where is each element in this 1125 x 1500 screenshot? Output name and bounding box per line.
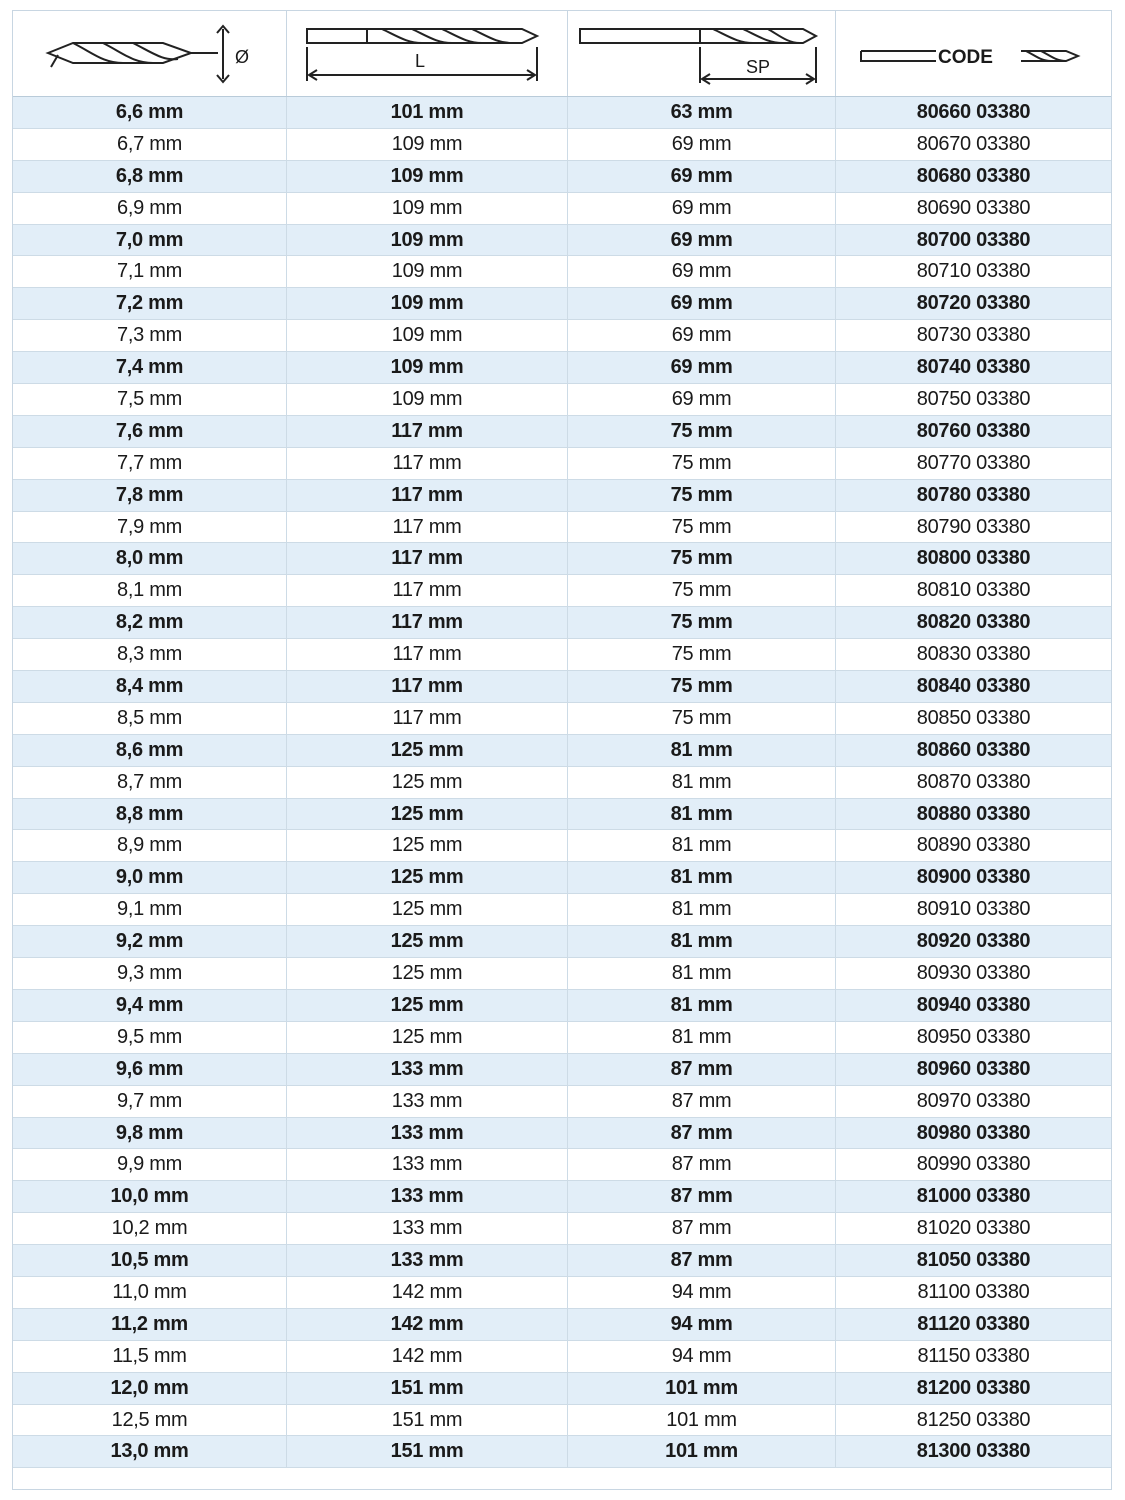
sp-cell: 81 mm bbox=[568, 1022, 836, 1053]
drill-sp-icon bbox=[568, 11, 836, 96]
table-row bbox=[13, 894, 1111, 926]
table-row bbox=[13, 671, 1111, 703]
diameter-cell: 9,0 mm bbox=[13, 862, 287, 893]
diameter-cell: 7,1 mm bbox=[13, 256, 287, 287]
diameter-cell: 6,7 mm bbox=[13, 129, 287, 160]
header-length bbox=[287, 11, 568, 96]
table-row bbox=[13, 862, 1111, 894]
code-cell: 81000 03380 bbox=[916, 1185, 1031, 1208]
sp-cell: 94 mm bbox=[568, 1309, 836, 1340]
code-cell: 80880 03380 bbox=[916, 802, 1031, 825]
table-row bbox=[13, 1277, 1111, 1309]
diameter-cell: 9,2 mm bbox=[13, 926, 287, 957]
diameter-cell: 8,1 mm bbox=[13, 575, 287, 606]
diameter-cell: 11,0 mm bbox=[13, 1277, 287, 1308]
diameter-cell: 10,2 mm bbox=[13, 1213, 287, 1244]
code-cell: 80800 03380 bbox=[916, 547, 1031, 570]
diameter-cell: 7,4 mm bbox=[13, 352, 287, 383]
drill-size-table bbox=[12, 10, 1112, 1490]
code-cell: 81150 03380 bbox=[917, 1344, 1030, 1367]
diameter-cell: 10,5 mm bbox=[13, 1245, 287, 1276]
length-cell: 109 mm bbox=[287, 129, 568, 160]
code-cell: 80860 03380 bbox=[916, 738, 1031, 761]
sp-cell: 87 mm bbox=[568, 1086, 836, 1117]
diameter-cell: 9,8 mm bbox=[13, 1118, 287, 1149]
sp-cell: 69 mm bbox=[568, 225, 836, 256]
diameter-cell: 9,9 mm bbox=[13, 1149, 287, 1180]
table-row bbox=[13, 830, 1111, 862]
code-cell: 80790 03380 bbox=[916, 515, 1031, 538]
length-cell: 109 mm bbox=[287, 320, 568, 351]
code-cell: 80950 03380 bbox=[916, 1025, 1031, 1048]
length-cell: 151 mm bbox=[287, 1373, 568, 1404]
table-row bbox=[13, 129, 1111, 161]
code-cell: 80660 03380 bbox=[916, 101, 1031, 123]
code-cell: 81050 03380 bbox=[916, 1249, 1031, 1272]
sp-cell: 81 mm bbox=[568, 830, 836, 861]
length-cell: 133 mm bbox=[287, 1086, 568, 1117]
table-row bbox=[13, 1022, 1111, 1054]
code-cell: 80970 03380 bbox=[916, 1089, 1031, 1112]
length-cell: 151 mm bbox=[287, 1405, 568, 1436]
code-cell: 80890 03380 bbox=[916, 834, 1031, 857]
code-cell: 80850 03380 bbox=[916, 706, 1031, 729]
length-cell: 125 mm bbox=[287, 990, 568, 1021]
length-cell: 151 mm bbox=[287, 1436, 568, 1467]
sp-cell: 69 mm bbox=[568, 320, 836, 351]
sp-cell: 81 mm bbox=[568, 894, 836, 925]
table-row bbox=[13, 97, 1111, 129]
code-cell: 80770 03380 bbox=[916, 451, 1031, 474]
code-cell: 80940 03380 bbox=[916, 993, 1031, 1016]
diameter-cell: 8,5 mm bbox=[13, 703, 287, 734]
diameter-cell: 7,7 mm bbox=[13, 448, 287, 479]
code-cell: 80720 03380 bbox=[916, 292, 1031, 315]
diameter-cell: 13,0 mm bbox=[13, 1436, 287, 1467]
code-cell: 80680 03380 bbox=[916, 164, 1031, 187]
diameter-cell: 6,6 mm bbox=[13, 97, 287, 128]
length-cell: 109 mm bbox=[287, 256, 568, 287]
length-cell: 142 mm bbox=[287, 1277, 568, 1308]
length-cell: 133 mm bbox=[287, 1245, 568, 1276]
code-cell: 80750 03380 bbox=[916, 388, 1031, 411]
sp-cell: 69 mm bbox=[568, 384, 836, 415]
code-cell: 80990 03380 bbox=[916, 1153, 1031, 1176]
table-row bbox=[13, 958, 1111, 990]
table-row bbox=[13, 799, 1111, 831]
code-cell: 80960 03380 bbox=[916, 1057, 1031, 1080]
table-row bbox=[13, 990, 1111, 1022]
table-header bbox=[13, 11, 1111, 97]
sp-cell: 87 mm bbox=[568, 1149, 836, 1180]
code-cell: 80700 03380 bbox=[916, 228, 1031, 251]
length-cell: 125 mm bbox=[287, 735, 568, 766]
sp-cell: 81 mm bbox=[568, 735, 836, 766]
table-row bbox=[13, 1309, 1111, 1341]
sp-cell: 75 mm bbox=[568, 480, 836, 511]
sp-cell: 87 mm bbox=[568, 1054, 836, 1085]
sp-cell: 63 mm bbox=[568, 97, 836, 128]
code-label: CODE bbox=[938, 47, 993, 68]
diameter-cell: 7,5 mm bbox=[13, 384, 287, 415]
sp-cell: 94 mm bbox=[568, 1277, 836, 1308]
table-body bbox=[13, 97, 1111, 1468]
length-cell: 109 mm bbox=[287, 193, 568, 224]
sp-cell: 69 mm bbox=[568, 161, 836, 192]
sp-cell: 69 mm bbox=[568, 129, 836, 160]
diameter-cell: 9,6 mm bbox=[13, 1054, 287, 1085]
code-cell: 80780 03380 bbox=[916, 483, 1031, 506]
code-cell: 80930 03380 bbox=[916, 962, 1031, 985]
diameter-cell: 7,8 mm bbox=[13, 480, 287, 511]
sp-cell: 87 mm bbox=[568, 1118, 836, 1149]
sp-cell: 81 mm bbox=[568, 958, 836, 989]
diameter-cell: 8,4 mm bbox=[13, 671, 287, 702]
diameter-cell: 11,2 mm bbox=[13, 1309, 287, 1340]
table-row bbox=[13, 926, 1111, 958]
length-cell: 117 mm bbox=[287, 512, 568, 543]
length-cell: 117 mm bbox=[287, 480, 568, 511]
length-cell: 125 mm bbox=[287, 926, 568, 957]
diameter-cell: 6,8 mm bbox=[13, 161, 287, 192]
table-row bbox=[13, 161, 1111, 193]
length-cell: 133 mm bbox=[287, 1118, 568, 1149]
sp-cell: 75 mm bbox=[568, 416, 836, 447]
length-cell: 117 mm bbox=[287, 448, 568, 479]
length-cell: 117 mm bbox=[287, 639, 568, 670]
length-cell: 109 mm bbox=[287, 288, 568, 319]
sp-cell: 87 mm bbox=[568, 1245, 836, 1276]
code-cell: 80870 03380 bbox=[916, 770, 1031, 793]
code-cell: 80690 03380 bbox=[916, 196, 1031, 219]
diameter-cell: 8,3 mm bbox=[13, 639, 287, 670]
length-cell: 101 mm bbox=[287, 97, 568, 128]
code-cell: 80740 03380 bbox=[916, 356, 1031, 379]
table-row bbox=[13, 384, 1111, 416]
length-cell: 133 mm bbox=[287, 1213, 568, 1244]
diameter-cell: 11,5 mm bbox=[13, 1341, 287, 1372]
header-diameter bbox=[13, 11, 287, 96]
code-cell: 80920 03380 bbox=[916, 930, 1031, 953]
length-cell: 142 mm bbox=[287, 1309, 568, 1340]
table-row bbox=[13, 1405, 1111, 1437]
diameter-cell: 8,8 mm bbox=[13, 799, 287, 830]
length-cell: 125 mm bbox=[287, 830, 568, 861]
table-row bbox=[13, 352, 1111, 384]
drill-code-icon bbox=[836, 11, 1111, 96]
code-cell: 81200 03380 bbox=[916, 1376, 1031, 1399]
length-cell: 117 mm bbox=[287, 671, 568, 702]
length-cell: 109 mm bbox=[287, 225, 568, 256]
code-cell: 80810 03380 bbox=[916, 579, 1031, 602]
length-cell: 125 mm bbox=[287, 799, 568, 830]
table-row bbox=[13, 639, 1111, 671]
sp-cell: 94 mm bbox=[568, 1341, 836, 1372]
code-cell: 80900 03380 bbox=[916, 866, 1031, 889]
sp-cell: 87 mm bbox=[568, 1213, 836, 1244]
sp-cell: 101 mm bbox=[568, 1405, 836, 1436]
sp-cell: 69 mm bbox=[568, 256, 836, 287]
sp-cell: 75 mm bbox=[568, 512, 836, 543]
sp-cell: 81 mm bbox=[568, 767, 836, 798]
diameter-cell: 9,7 mm bbox=[13, 1086, 287, 1117]
code-cell: 81250 03380 bbox=[916, 1408, 1031, 1431]
length-cell: 125 mm bbox=[287, 894, 568, 925]
length-cell: 125 mm bbox=[287, 862, 568, 893]
sp-cell: 75 mm bbox=[568, 543, 836, 574]
drill-diameter-icon bbox=[13, 11, 287, 96]
sp-cell: 87 mm bbox=[568, 1181, 836, 1212]
diameter-cell: 9,5 mm bbox=[13, 1022, 287, 1053]
table-row bbox=[13, 1213, 1111, 1245]
sp-cell: 101 mm bbox=[568, 1436, 836, 1467]
diameter-cell: 8,6 mm bbox=[13, 735, 287, 766]
length-cell: 125 mm bbox=[287, 958, 568, 989]
length-cell: 109 mm bbox=[287, 384, 568, 415]
sp-cell: 81 mm bbox=[568, 990, 836, 1021]
code-cell: 80910 03380 bbox=[916, 898, 1031, 921]
diameter-cell: 8,9 mm bbox=[13, 830, 287, 861]
code-cell: 80670 03380 bbox=[916, 132, 1031, 155]
length-cell: 109 mm bbox=[287, 161, 568, 192]
length-cell: 142 mm bbox=[287, 1341, 568, 1372]
code-cell: 81100 03380 bbox=[917, 1280, 1030, 1303]
sp-cell: 101 mm bbox=[568, 1373, 836, 1404]
table-row bbox=[13, 1118, 1111, 1150]
code-cell: 80840 03380 bbox=[916, 675, 1031, 698]
drill-length-icon bbox=[287, 11, 568, 96]
header-code bbox=[836, 11, 1111, 96]
table-row bbox=[13, 256, 1111, 288]
diameter-cell: 8,2 mm bbox=[13, 607, 287, 638]
table-row bbox=[13, 1086, 1111, 1118]
diameter-cell: 12,5 mm bbox=[13, 1405, 287, 1436]
length-cell: 109 mm bbox=[287, 352, 568, 383]
diameter-cell: 10,0 mm bbox=[13, 1181, 287, 1212]
table-row bbox=[13, 607, 1111, 639]
diameter-cell: 8,0 mm bbox=[13, 543, 287, 574]
code-cell: 81020 03380 bbox=[916, 1217, 1031, 1240]
diameter-symbol: Ø bbox=[235, 47, 250, 67]
length-cell: 117 mm bbox=[287, 703, 568, 734]
code-cell: 80760 03380 bbox=[916, 419, 1031, 442]
length-cell: 125 mm bbox=[287, 767, 568, 798]
code-cell: 80730 03380 bbox=[916, 324, 1031, 347]
diameter-cell: 7,0 mm bbox=[13, 225, 287, 256]
table-row bbox=[13, 1181, 1111, 1213]
table-row bbox=[13, 225, 1111, 257]
length-label: L bbox=[415, 51, 426, 71]
sp-cell: 75 mm bbox=[568, 607, 836, 638]
length-cell: 133 mm bbox=[287, 1181, 568, 1212]
sp-cell: 75 mm bbox=[568, 448, 836, 479]
sp-cell: 81 mm bbox=[568, 799, 836, 830]
table-row bbox=[13, 1341, 1111, 1373]
sp-cell: 75 mm bbox=[568, 575, 836, 606]
diameter-cell: 7,6 mm bbox=[13, 416, 287, 447]
diameter-cell: 9,3 mm bbox=[13, 958, 287, 989]
diameter-cell: 9,4 mm bbox=[13, 990, 287, 1021]
table-row bbox=[13, 1373, 1111, 1405]
code-cell: 80980 03380 bbox=[916, 1121, 1031, 1144]
sp-cell: 75 mm bbox=[568, 671, 836, 702]
sp-cell: 75 mm bbox=[568, 703, 836, 734]
diameter-cell: 7,9 mm bbox=[13, 512, 287, 543]
sp-cell: 81 mm bbox=[568, 862, 836, 893]
table-row bbox=[13, 543, 1111, 575]
code-cell: 80830 03380 bbox=[916, 643, 1031, 666]
table-row bbox=[13, 193, 1111, 225]
code-cell: 80710 03380 bbox=[916, 260, 1031, 283]
table-row bbox=[13, 1054, 1111, 1086]
length-cell: 117 mm bbox=[287, 416, 568, 447]
diameter-cell: 7,3 mm bbox=[13, 320, 287, 351]
code-cell: 81120 03380 bbox=[917, 1312, 1030, 1335]
code-cell: 81300 03380 bbox=[916, 1440, 1031, 1463]
length-cell: 133 mm bbox=[287, 1149, 568, 1180]
table-row bbox=[13, 320, 1111, 352]
sp-label: SP bbox=[746, 57, 771, 77]
table-row bbox=[13, 512, 1111, 544]
table-row bbox=[13, 767, 1111, 799]
table-row bbox=[13, 1436, 1111, 1468]
length-cell: 125 mm bbox=[287, 1022, 568, 1053]
table-row bbox=[13, 1245, 1111, 1277]
table-row bbox=[13, 703, 1111, 735]
table-row bbox=[13, 416, 1111, 448]
sp-cell: 75 mm bbox=[568, 639, 836, 670]
table-row bbox=[13, 448, 1111, 480]
sp-cell: 69 mm bbox=[568, 288, 836, 319]
sp-cell: 69 mm bbox=[568, 352, 836, 383]
header-sp bbox=[568, 11, 836, 96]
code-cell: 80820 03380 bbox=[916, 611, 1031, 634]
length-cell: 117 mm bbox=[287, 607, 568, 638]
length-cell: 117 mm bbox=[287, 543, 568, 574]
sp-cell: 81 mm bbox=[568, 926, 836, 957]
table-row bbox=[13, 288, 1111, 320]
table-row bbox=[13, 1149, 1111, 1181]
diameter-cell: 12,0 mm bbox=[13, 1373, 287, 1404]
length-cell: 117 mm bbox=[287, 575, 568, 606]
table-row bbox=[13, 735, 1111, 767]
diameter-cell: 8,7 mm bbox=[13, 767, 287, 798]
diameter-cell: 7,2 mm bbox=[13, 288, 287, 319]
sp-cell: 69 mm bbox=[568, 193, 836, 224]
diameter-cell: 9,1 mm bbox=[13, 894, 287, 925]
table-row bbox=[13, 575, 1111, 607]
length-cell: 133 mm bbox=[287, 1054, 568, 1085]
diameter-cell: 6,9 mm bbox=[13, 193, 287, 224]
table-row bbox=[13, 480, 1111, 512]
